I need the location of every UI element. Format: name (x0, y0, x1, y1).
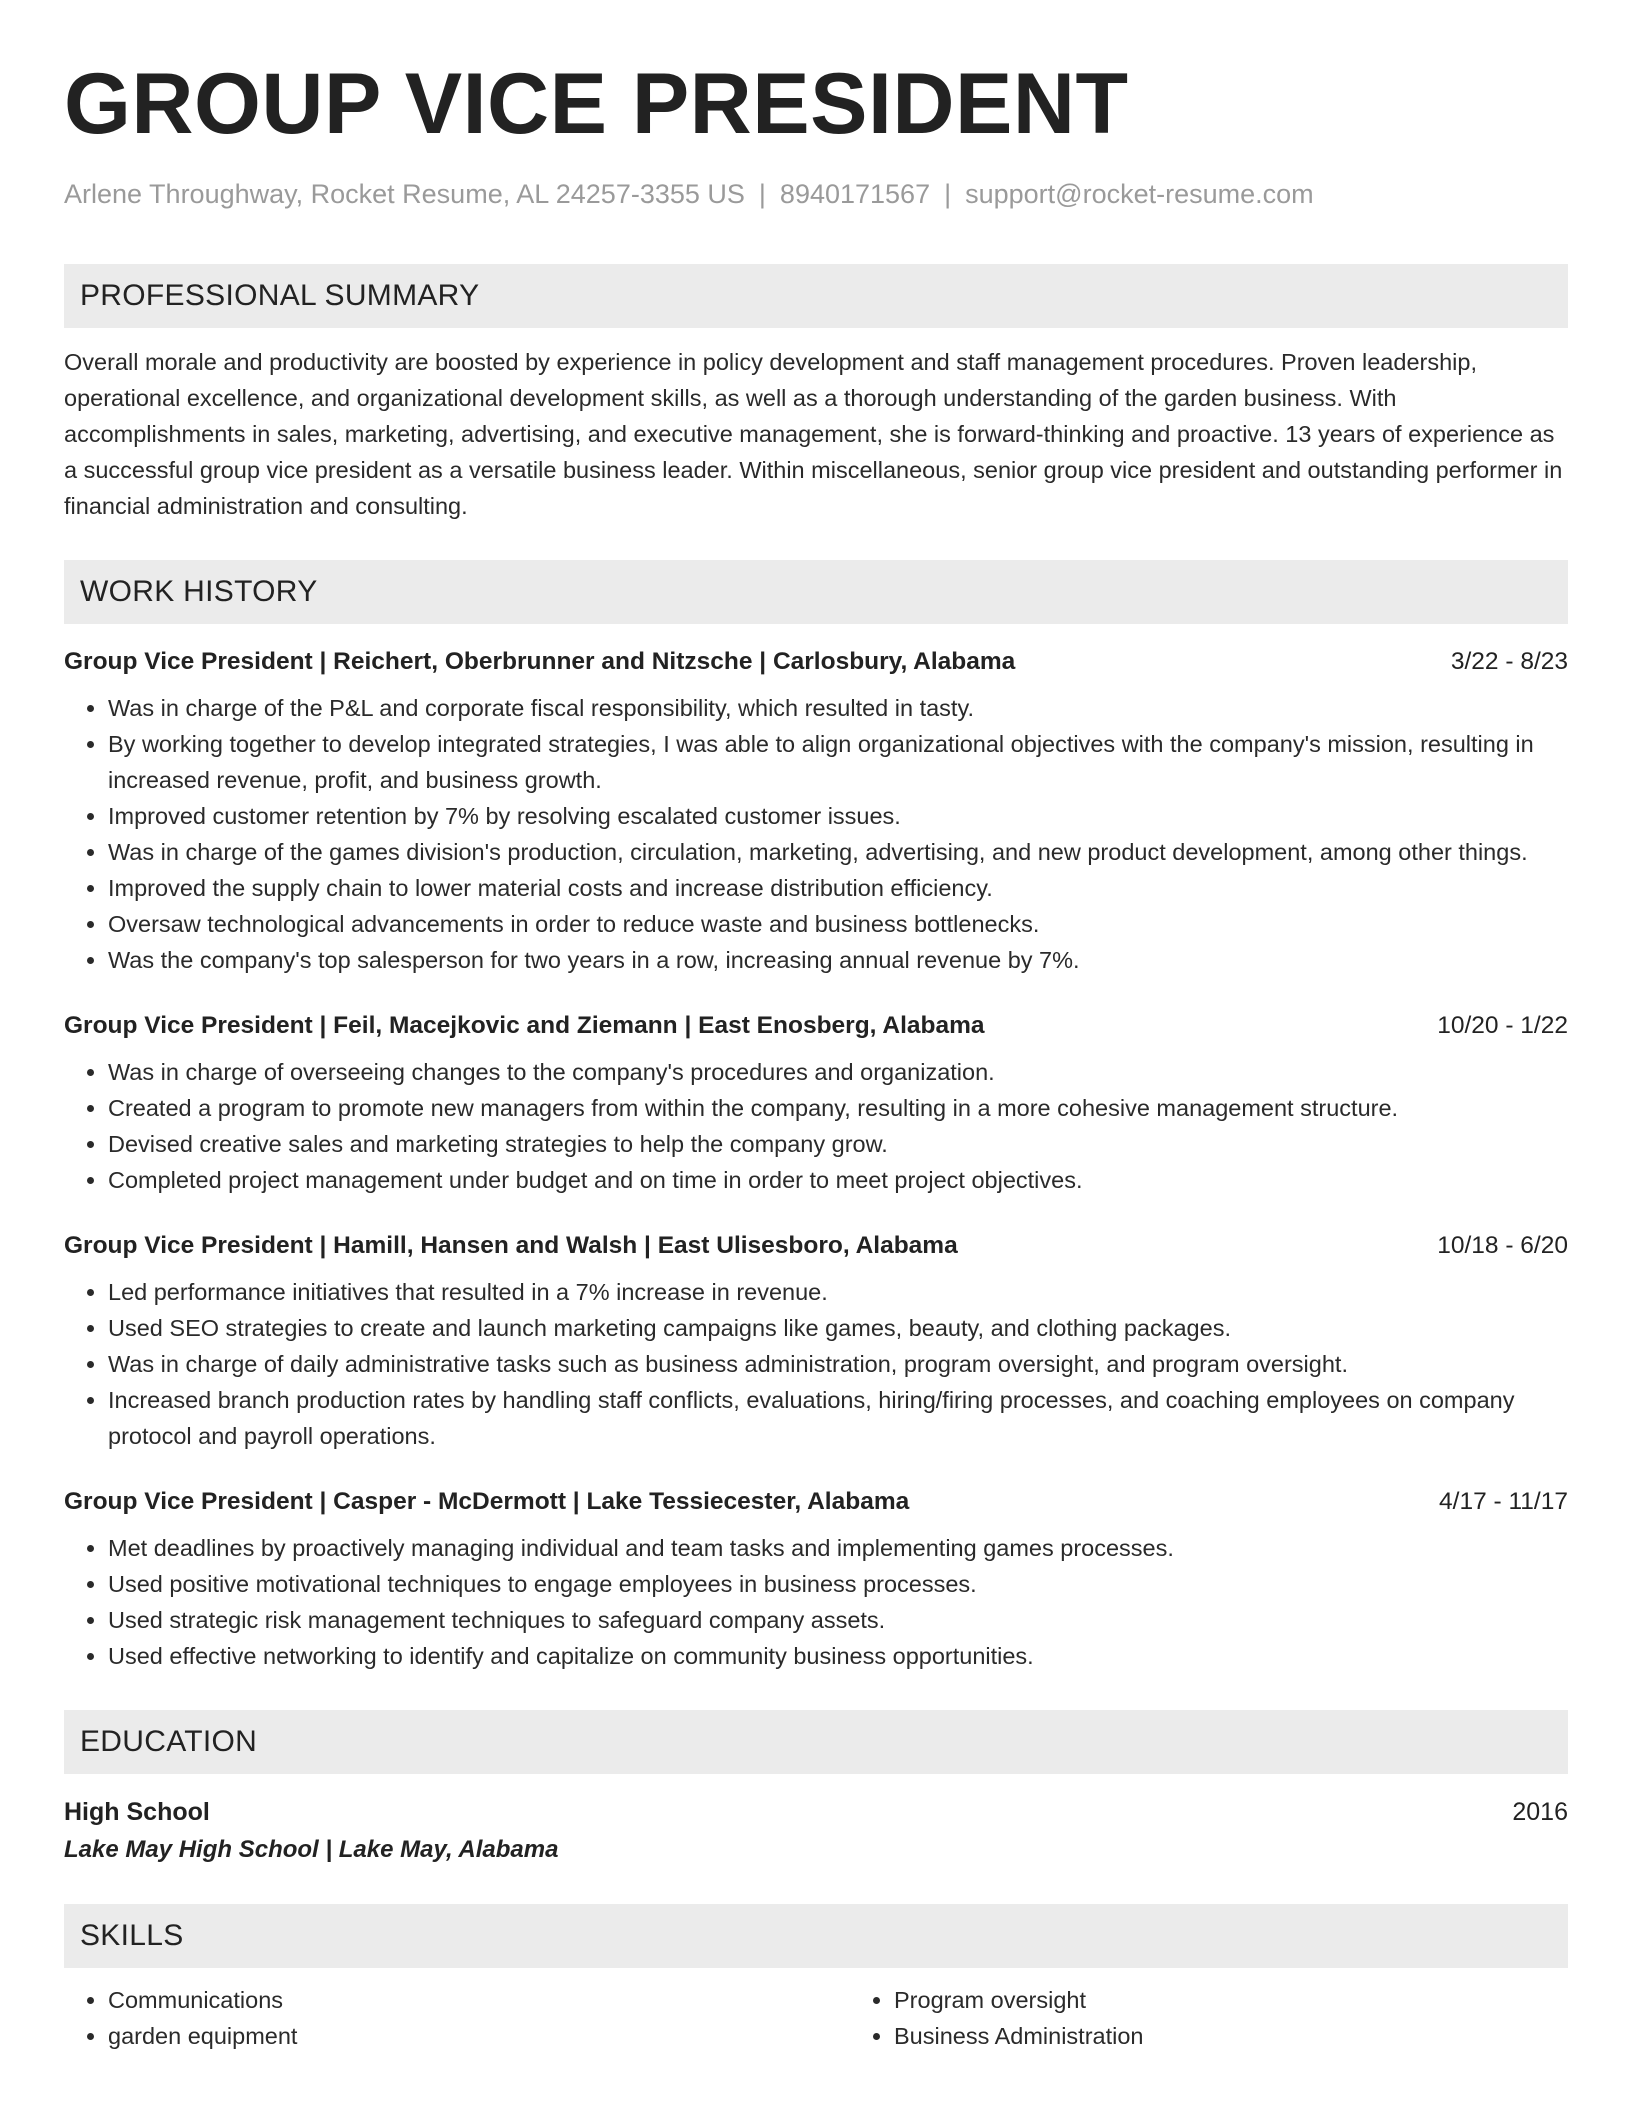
job-bullet: • Improved customer retention by 7% by resolving escalated customer issues. (108, 798, 1568, 834)
job-bullet: • Devised creative sales and marketing strategies to help the company grow. (108, 1126, 1568, 1162)
job-bullet: • Was in charge of overseeing changes to the company's procedures and organization. (108, 1054, 1568, 1090)
section-header-summary: PROFESSIONAL SUMMARY (64, 264, 1568, 328)
job-bullet-list (64, 1274, 1568, 1454)
job-bullet: • Met deadlines by proactively managing individual and team tasks and implementing games processes. (108, 1530, 1568, 1566)
job-title: Group Vice President | Feil, Macejkovic and Ziemann | East Enosberg, Alabama (64, 1012, 985, 1039)
job-bullet: • Was in charge of daily administrative tasks such as business administration, program oversight, and program oversight. (108, 1346, 1568, 1382)
job-header (64, 1484, 1568, 1520)
job-bullet-list (64, 1530, 1568, 1674)
section-header-work-history: WORK HISTORY (64, 560, 1568, 624)
job-title: Group Vice President | Casper - McDermott | Lake Tessiecester, Alabama (64, 1488, 910, 1515)
job-bullet: • Improved the supply chain to lower material costs and increase distribution efficiency. (108, 870, 1568, 906)
skills-list (64, 1982, 1568, 2054)
education-school: Lake May High School | Lake May, Alabama (64, 1836, 559, 1863)
section-header-education: EDUCATION (64, 1710, 1568, 1774)
education-year: 2016 (1512, 1798, 1568, 1826)
job-bullet: • Was in charge of the games division's production, circulation, marketing, advertising, and new product development, among other things. (108, 834, 1568, 870)
job-bullet: • Used positive motivational techniques to engage employees in business processes. (108, 1566, 1568, 1602)
contact-email[interactable]: support@rocket-resume.com (965, 179, 1314, 209)
skill-item: • Business Administration (894, 2018, 1568, 2054)
skills-column-1 (64, 1982, 850, 2054)
job-header (64, 644, 1568, 680)
job-header (64, 1228, 1568, 1264)
section-header-skills: SKILLS (64, 1904, 1568, 1968)
contact-phone: 8940171567 (779, 179, 931, 209)
job-bullet: • Was in charge of the P&L and corporate fiscal responsibility, which resulted in tasty. (108, 690, 1568, 726)
education-degree: High School (64, 1798, 210, 1826)
job-dates: 10/20 - 1/22 (1437, 1012, 1568, 1039)
job-title: Group Vice President | Reichert, Oberbrunner and Nitzsche | Carlosbury, Alabama (64, 648, 1016, 675)
skill-item: • garden equipment (108, 2018, 850, 2054)
job-dates: 4/17 - 11/17 (1439, 1488, 1568, 1515)
job-bullet: • Oversaw technological advancements in order to reduce waste and business bottlenecks. (108, 906, 1568, 942)
job-bullet: • Increased branch production rates by handling staff conflicts, evaluations, hiring/firing processes, and coaching employees on company protocol and payroll operations. (108, 1382, 1568, 1454)
job-bullet-list (64, 1054, 1568, 1198)
job-bullet: • Was the company's top salesperson for two years in a row, increasing annual revenue by 7%. (108, 942, 1568, 978)
job-bullet: • Completed project management under budget and on time in order to meet project objectives. (108, 1162, 1568, 1198)
job-bullet: • Created a program to promote new managers from within the company, resulting in a more cohesive management structure. (108, 1090, 1568, 1126)
job-bullet: • Led performance initiatives that resulted in a 7% increase in revenue. (108, 1274, 1568, 1310)
job-bullet: • Used strategic risk management techniques to safeguard company assets. (108, 1602, 1568, 1638)
contact-separator: | (944, 179, 952, 209)
skill-item: • Program oversight (894, 1982, 1568, 2018)
resume-title: GROUP VICE PRESIDENT (64, 56, 1129, 152)
job-bullet: • By working together to develop integrated strategies, I was able to align organizational objectives with the company's mission, resulting in increased revenue, profit, and business growth. (108, 726, 1568, 798)
job-bullet-list (64, 690, 1568, 978)
job-title: Group Vice President | Hamill, Hansen and Walsh | East Ulisesboro, Alabama (64, 1232, 958, 1259)
contact-separator: | (758, 179, 766, 209)
job-header (64, 1008, 1568, 1044)
education-entry (64, 1794, 1568, 1830)
job-bullet: • Used effective networking to identify and capitalize on community business opportunities. (108, 1638, 1568, 1674)
skill-item: • Communications (108, 1982, 850, 2018)
work-history-list (64, 644, 1568, 1674)
contact-address: Arlene Throughway, Rocket Resume, AL 24257-3355 US (64, 179, 745, 209)
job-dates: 3/22 - 8/23 (1450, 648, 1568, 675)
skills-column-2 (850, 1982, 1568, 2054)
contact-line (64, 176, 1568, 212)
job-dates: 10/18 - 6/20 (1437, 1232, 1568, 1259)
summary-text: Overall morale and productivity are boosted by experience in policy development and staff management procedures. Proven leadership, operational excellence, and organizational development skills, as well as a thorough understanding of the garden business. With accomplishments in sales, marketing, advertising, and executive management, she is forward-thinking and proactive. 13 years of experience as a successful group vice president as a versatile business leader. Within miscellaneous, senior group vice president and outstanding performer in financial administration and consulting. (64, 349, 1563, 519)
job-bullet: • Used SEO strategies to create and launch marketing campaigns like games, beauty, and clothing packages. (108, 1310, 1568, 1346)
